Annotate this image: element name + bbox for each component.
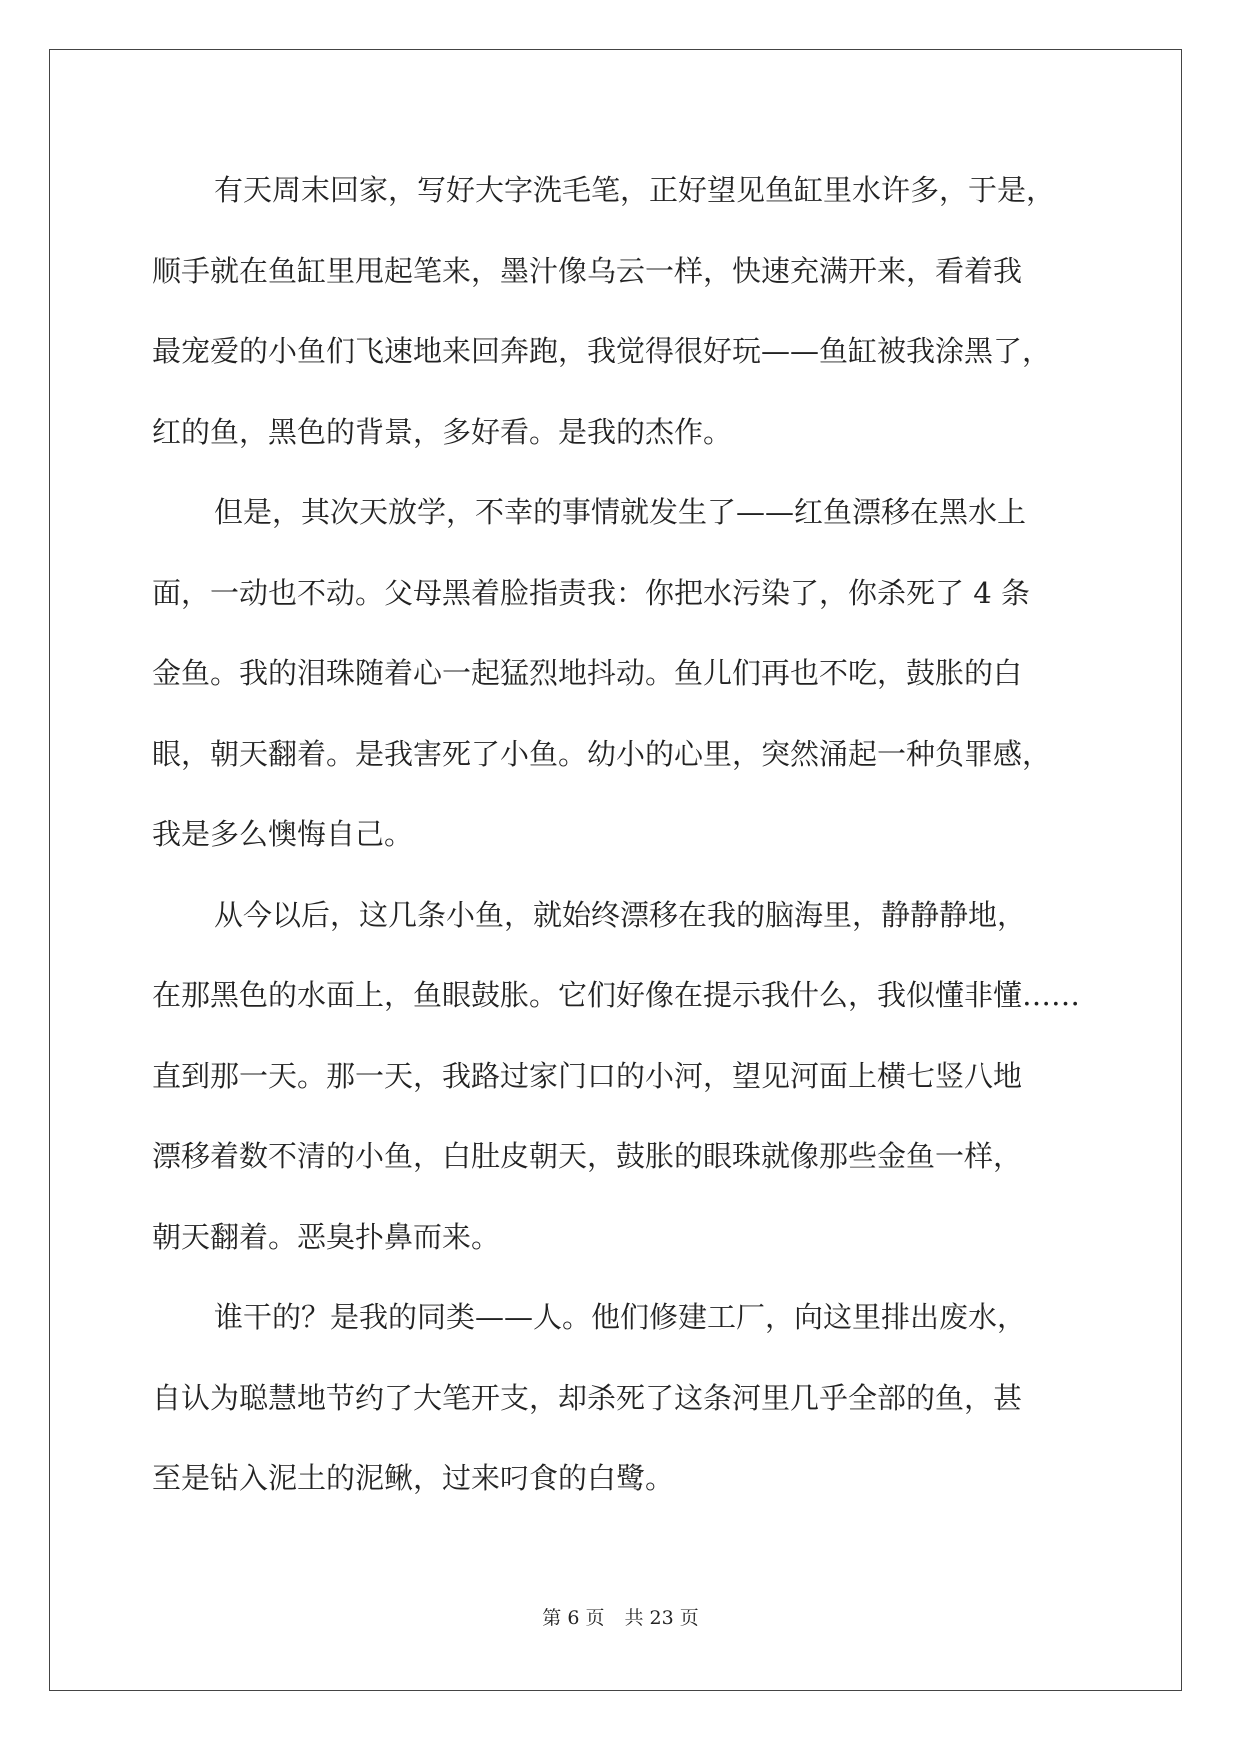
page-number: 第 6 页	[542, 1607, 605, 1629]
text-line: 在那黑色的水面上，鱼眼鼓胀。它们好像在提示我什么，我似懂非懂……	[152, 978, 1081, 1012]
text-line: 金鱼。我的泪珠随着心一起猛烈地抖动。鱼儿们再也不吃，鼓胀的白	[152, 656, 1023, 690]
text-line: 漂移着数不清的小鱼，白肚皮朝天，鼓胀的眼珠就像那些金鱼一样，	[152, 1139, 1023, 1173]
text-line: 朝天翻着。恶臭扑鼻而来。	[152, 1219, 501, 1254]
page-body	[152, 160, 1092, 1529]
text-line: 至是钻入泥土的泥鳅，过来叼食的白鹭。	[152, 1461, 675, 1495]
text-line: 我是多么懊悔自己。	[152, 817, 414, 851]
text-line: 从今以后，这几条小鱼，就始终漂移在我的脑海里，静静静地，	[214, 897, 1027, 932]
text-line: 红的鱼，黑色的背景，多好看。是我的杰作。	[152, 414, 733, 449]
text-line: 面，一动也不动。父母黑着脸指责我：你把水污染了，你杀死了 4 条	[152, 575, 1030, 610]
text-line: 直到那一天。那一天，我路过家门口的小河，望见河面上横七竖八地	[152, 1058, 1023, 1093]
text-line: 最宠爱的小鱼们飞速地来回奔跑，我觉得很好玩——鱼缸被我涂黑了，	[152, 334, 1052, 368]
text-line: 眼，朝天翻着。是我害死了小鱼。幼小的心里，突然涌起一种负罪感，	[152, 736, 1052, 771]
page-footer	[0, 1603, 1241, 1630]
text-line: 顺手就在鱼缸里甩起笔来，墨汁像乌云一样，快速充满开来，看着我	[152, 253, 1023, 288]
text-line: 自认为聪慧地节约了大笔开支，却杀死了这条河里几乎全部的鱼，甚	[152, 1380, 1023, 1415]
page-total: 共 23 页	[624, 1607, 699, 1629]
text-line: 但是，其次天放学，不幸的事情就发生了——红鱼漂移在黑水上	[214, 495, 1027, 529]
text-line: 谁干的？是我的同类——人。他们修建工厂，向这里排出废水，	[214, 1300, 1027, 1334]
text-line: 有天周末回家，写好大字洗毛笔，正好望见鱼缸里水许多，于是，	[214, 173, 1056, 207]
